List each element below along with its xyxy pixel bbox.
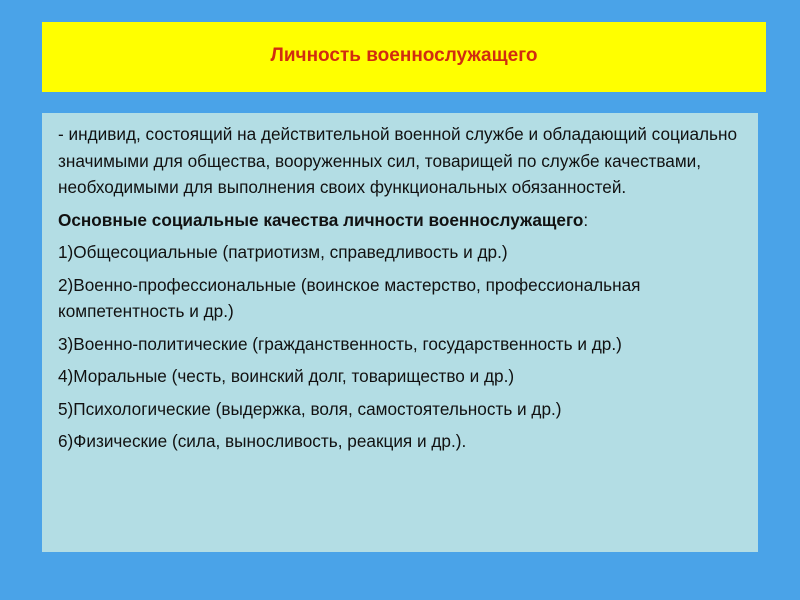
- quality-item-2: 2)Военно-профессиональные (воинское мастерство, профессиональная компетентность и др.): [58, 274, 641, 321]
- quality-item-3: 3)Военно-политические (гражданственность, государственность и др.): [58, 333, 622, 354]
- quality-item-1: 1)Общесоциальные (патриотизм, справедливость и др.): [58, 242, 508, 262]
- qualities-heading: [58, 207, 742, 234]
- title-banner: [42, 22, 766, 92]
- qualities-list: [58, 239, 742, 455]
- quality-item-6: 6)Физические (сила, выносливость, реакция и др.).: [58, 431, 467, 451]
- quality-item-5: 5)Психологические (выдержка, воля, самостоятельность и др.): [58, 398, 562, 419]
- qualities-heading-colon: :: [583, 209, 589, 230]
- qualities-heading-text: Основные социальные качества личности военнослужащего: [58, 209, 584, 230]
- slide-title: Личность военнослужащего: [270, 45, 538, 66]
- quality-item-4: 4)Моральные (честь, воинский долг, товарищество и др.): [58, 366, 515, 386]
- content-panel: [42, 113, 758, 552]
- definition-text: - индивид, состоящий на действительной военной службе и обладающий социально значимыми для общества, вооруженных сил, товарищей по службе качествами, необходимыми для выполнения своих функциональных обязанностей.: [58, 124, 738, 197]
